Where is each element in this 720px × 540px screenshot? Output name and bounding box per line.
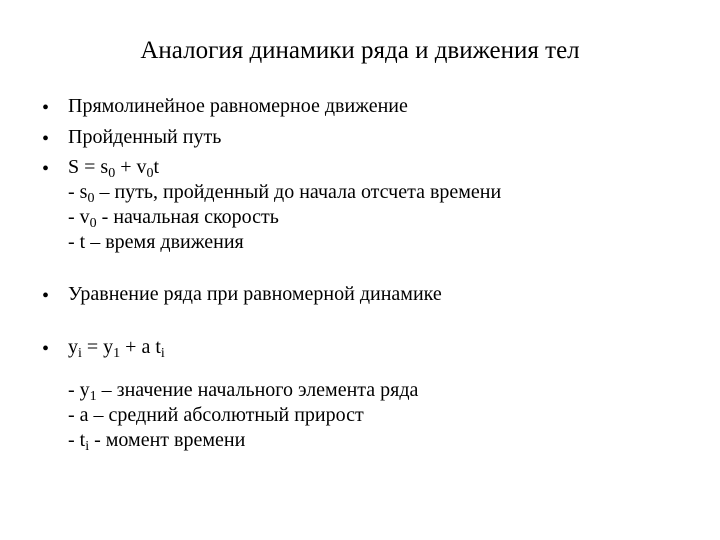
note-text: – значение начального элемента ряда bbox=[96, 379, 419, 401]
formula-part: + v bbox=[115, 156, 147, 178]
formula-part: S = s bbox=[68, 156, 109, 178]
slide-title: Аналогия динамики ряда и движения тел bbox=[140, 37, 580, 64]
subscript: 0 bbox=[89, 216, 97, 231]
note-text: - t – время движения bbox=[68, 231, 244, 253]
note-text: – путь, пройденный до начала отсчета времени bbox=[94, 181, 502, 203]
bullet-uniform-motion: Прямолинейное равномерное движение bbox=[68, 95, 408, 117]
subscript: 0 bbox=[146, 166, 154, 181]
bullet-marker: • bbox=[42, 158, 50, 180]
subscript: 1 bbox=[89, 389, 97, 404]
series-note bbox=[68, 378, 418, 402]
bullet-marker: • bbox=[42, 338, 50, 360]
bullet-marker: • bbox=[42, 97, 50, 119]
subscript: 0 bbox=[87, 191, 95, 206]
bullet-distance: Пройденный путь bbox=[68, 126, 222, 148]
motion-note bbox=[68, 180, 501, 204]
subscript: 0 bbox=[108, 166, 116, 181]
bullet-marker: • bbox=[42, 285, 50, 307]
note-text: - v bbox=[68, 206, 90, 228]
bullet-series-equation: Уравнение ряда при равномерной динамике bbox=[68, 283, 442, 305]
motion-note bbox=[68, 230, 244, 254]
formula-part: + a t bbox=[120, 336, 161, 358]
bullet-marker: • bbox=[42, 128, 50, 150]
note-text: - a – средний абсолютный прирост bbox=[68, 404, 364, 426]
series-note bbox=[68, 428, 245, 452]
motion-formula bbox=[68, 155, 159, 179]
subscript: i bbox=[78, 346, 82, 361]
note-text: - начальная скорость bbox=[96, 206, 279, 228]
subscript: i bbox=[160, 346, 165, 361]
note-text: - s bbox=[68, 181, 88, 203]
note-text: - t bbox=[68, 429, 86, 451]
note-text: - момент времени bbox=[89, 429, 246, 451]
note-text: - y bbox=[68, 379, 90, 401]
formula-part: t bbox=[153, 156, 160, 178]
series-note bbox=[68, 403, 364, 427]
series-formula bbox=[68, 335, 165, 359]
subscript: 1 bbox=[113, 346, 121, 361]
subscript: i bbox=[85, 439, 90, 454]
formula-part: = y bbox=[81, 336, 114, 358]
motion-note bbox=[68, 205, 279, 229]
formula-part: y bbox=[68, 336, 78, 358]
